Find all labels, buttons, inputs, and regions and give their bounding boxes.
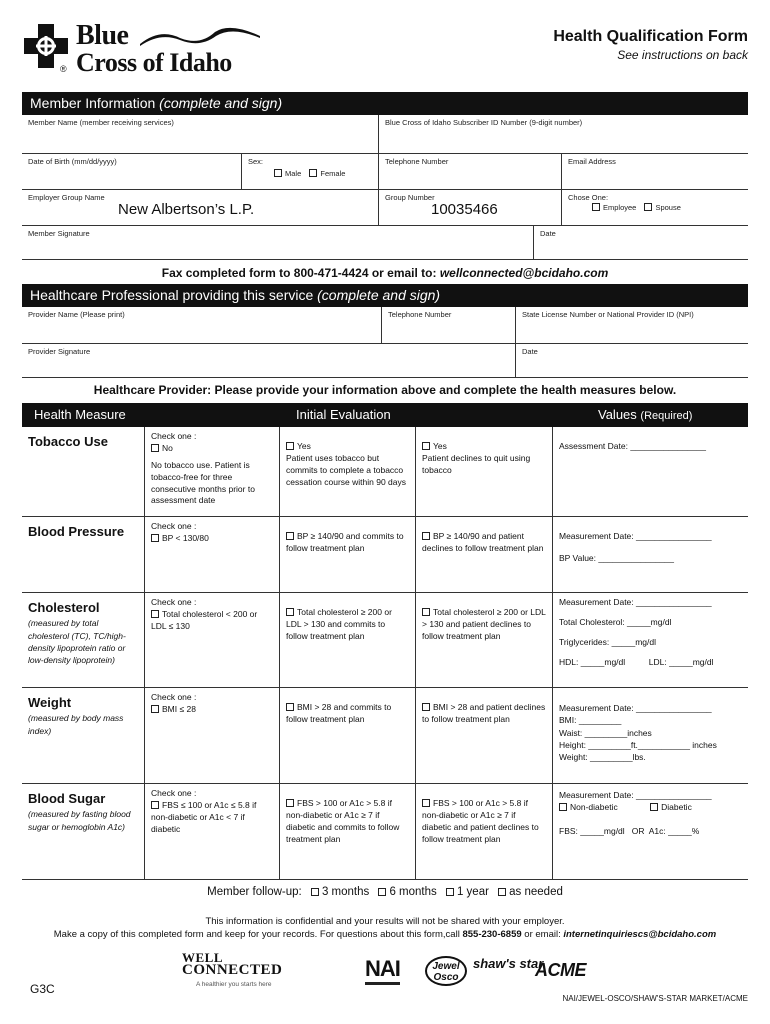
or-email-text: or email: [521, 929, 564, 940]
group-number-value: 10035466 [431, 201, 498, 218]
jewel-osco-logo: Jewel Osco [425, 956, 467, 986]
registered-mark: ® [60, 64, 67, 74]
bp-opt1: BP < 130/80 [162, 532, 209, 543]
employee-checkbox[interactable] [592, 203, 600, 211]
member-name-field[interactable] [22, 115, 379, 154]
chol-commit-checkbox[interactable] [286, 608, 294, 616]
provider-date-label: Date [522, 347, 538, 356]
followup-label: Member follow-up: [207, 886, 302, 898]
cholesterol-sub: (measured by total cholesterol (TC), TC/high-density lipoprotein ratio or low-density lipoprotein) [28, 618, 126, 666]
followup-6-months-checkbox[interactable] [378, 888, 386, 896]
chol-hdl-ldl[interactable]: HDL: _____mg/dl LDL: _____mg/dl [559, 656, 714, 667]
weight-name: Weight [28, 695, 72, 710]
non-diabetic-label: Non-diabetic [570, 801, 618, 812]
choose-one-label: Chose One: [568, 193, 609, 202]
sugar-opt3: FBS > 100 or A1c > 5.8 if non-diabetic or A1c ≥ 7 if diabetic and patient declines to follow treatment plan [422, 798, 539, 844]
sugar-decline-checkbox[interactable] [422, 799, 430, 807]
tobacco-row [22, 427, 748, 517]
well-connected-line1: WELL [182, 950, 224, 965]
diabetic-checkbox[interactable] [650, 803, 658, 811]
bp-opt2: BP ≥ 140/90 and commits to follow treatment plan [286, 531, 404, 553]
sugar-normal-checkbox[interactable] [151, 801, 159, 809]
cholesterol-row [22, 593, 748, 688]
health-table-header [22, 403, 748, 427]
followup-6-months: 6 months [389, 886, 437, 898]
weight-weight[interactable]: Weight: _________lbs. [559, 752, 646, 763]
weight-waist[interactable]: Waist: _________inches [559, 727, 652, 738]
tobacco-opt1-desc: No tobacco use. Patient is tobacco-free for three consecutive months prior to assessment date [151, 459, 255, 506]
member-telephone-label: Telephone Number [385, 157, 449, 166]
sugar-check-label: Check one : [151, 788, 197, 798]
confidential-note: This information is confidential and your results will not be shared with your employer. [205, 916, 565, 927]
weight-bmi[interactable]: BMI: _________ [559, 715, 622, 726]
sugar-opt2: FBS > 100 or A1c > 5.8 if non-diabetic or A1c ≥ 7 if diabetic and commits to follow treatment plan [286, 798, 400, 844]
weight-height[interactable]: Height: _________ft.___________ inches [559, 739, 717, 750]
sugar-measurement-date[interactable]: Measurement Date: ________________ [559, 790, 712, 800]
col-values-label: Values [598, 407, 637, 422]
help-phone[interactable]: 855-230-6859 [462, 929, 522, 940]
bp-decline-checkbox[interactable] [422, 532, 430, 540]
col-initial-evaluation: Initial Evaluation [296, 407, 391, 422]
sex-label: Sex: [248, 157, 264, 166]
member-section-header [22, 92, 748, 115]
bp-check-label: Check one : [151, 521, 197, 531]
member-signature-label: Member Signature [28, 229, 90, 238]
sex-male-checkbox[interactable] [274, 169, 282, 177]
provider-signature-label: Provider Signature [28, 347, 91, 356]
acme-logo: ACME [535, 960, 586, 980]
tobacco-name: Tobacco Use [28, 434, 108, 449]
weight-opt1: BMI ≤ 28 [162, 703, 196, 714]
chol-opt3: Total cholesterol ≥ 200 or LDL > 130 and patient declines to follow treatment plan [422, 607, 546, 641]
dob-label: Date of Birth (mm/dd/yyyy) [28, 157, 117, 166]
member-date-label: Date [540, 229, 556, 238]
weight-sub: (measured by body mass index) [28, 713, 124, 736]
well-connected-logo [182, 950, 292, 992]
weight-check-label: Check one : [151, 692, 197, 702]
provider-name-label: Provider Name (Please print) [28, 310, 125, 319]
blood-sugar-name: Blood Sugar [28, 791, 106, 806]
member-followup [22, 886, 748, 898]
tobacco-opt2-desc: Patient uses tobacco but commits to complete a tobacco cessation course within 90 days [286, 452, 407, 487]
employer-group-label: Employer Group Name [28, 193, 105, 202]
sponsor-logos [365, 956, 595, 988]
cholesterol-name: Cholesterol [28, 600, 100, 615]
chol-triglycerides[interactable]: Triglycerides: _____mg/dl [559, 636, 657, 647]
shaws-star-logo: shaw's star [473, 956, 544, 971]
sex-female-checkbox[interactable] [309, 169, 317, 177]
form-code: G3C [30, 982, 55, 996]
followup-3-months-checkbox[interactable] [311, 888, 319, 896]
weight-decline-checkbox[interactable] [422, 703, 430, 711]
logo-text-cross-of-idaho: Cross of Idaho [76, 48, 232, 77]
col-health-measure: Health Measure [34, 407, 126, 422]
member-telephone-field[interactable] [379, 154, 562, 190]
fax-text: Fax completed form to 800-471-4424 or email to: [161, 266, 440, 280]
form-title: Health Qualification Form [553, 28, 748, 45]
followup-1-year: 1 year [456, 886, 489, 898]
chol-normal-checkbox[interactable] [151, 610, 159, 618]
sex-male-label: Male [285, 169, 302, 178]
well-connected-line2: CONNECTED [182, 962, 283, 978]
provider-telephone-label: Telephone Number [388, 310, 452, 319]
bp-opt3: BP ≥ 140/90 and patient declines to follow treatment plan [422, 531, 544, 553]
sugar-commit-checkbox[interactable] [286, 799, 294, 807]
choose-one-field [562, 190, 748, 226]
provider-section-header [22, 284, 748, 307]
bp-normal-checkbox[interactable] [151, 534, 159, 542]
provider-signature-field[interactable] [22, 344, 516, 378]
employer-group-value: New Albertson’s L.P. [118, 201, 255, 218]
diabetic-label: Diabetic [661, 801, 692, 812]
form-subtitle: See instructions on back [617, 48, 748, 62]
weight-measurement-date[interactable]: Measurement Date: ________________ [559, 703, 712, 713]
dob-field[interactable] [22, 154, 242, 190]
copy-text: Make a copy of this completed form and keep for your records. For questions about this form,call [53, 929, 463, 940]
group-number-label: Group Number [385, 193, 435, 202]
tobacco-opt3: Yes [433, 441, 447, 451]
chol-check-label: Check one : [151, 597, 197, 607]
followup-as-needed: as needed [509, 886, 563, 898]
col-values-note: (Required) [640, 410, 693, 422]
spouse-checkbox[interactable] [644, 203, 652, 211]
blue-cross-logo [22, 18, 262, 80]
tobacco-check-label: Check one : [151, 431, 197, 441]
mountain-icon [140, 24, 260, 48]
member-name-label: Member Name (member receiving services) [28, 118, 174, 127]
fax-email-link[interactable]: wellconnected@bcidaho.com [439, 266, 609, 280]
chol-total[interactable]: Total Cholesterol: _____mg/dl [559, 616, 672, 627]
blood-pressure-row [22, 517, 748, 593]
weight-opt3: BMI > 28 and patient declines to follow treatment plan [422, 702, 546, 724]
provider-date-field[interactable] [516, 344, 748, 378]
logo-text-blue: Blue [76, 20, 129, 51]
followup-as-needed-checkbox[interactable] [498, 888, 506, 896]
tobacco-opt3-desc: Patient declines to quit using tobacco [422, 452, 531, 475]
help-email-link[interactable]: internetinquiriescs@bcidaho.com [563, 929, 717, 940]
sugar-fbs-a1c[interactable]: FBS: _____mg/dl OR A1c: _____% [559, 825, 700, 836]
subscriber-id-field[interactable] [379, 115, 748, 154]
license-label: State License Number or National Provider ID (NPI) [522, 310, 694, 319]
nai-logo: NAI [365, 956, 400, 985]
email-label: Email Address [568, 157, 616, 166]
followup-3-months: 3 months [321, 886, 370, 898]
employee-label: Employee [603, 203, 637, 212]
provider-name-field[interactable] [22, 307, 382, 344]
followup-1-year-checkbox[interactable] [446, 888, 454, 896]
member-section-note: (complete and sign) [159, 95, 283, 111]
tobacco-opt1: No [162, 442, 173, 453]
tobacco-yes-decline-checkbox[interactable] [422, 442, 430, 450]
provider-section-note: (complete and sign) [317, 287, 441, 303]
member-section-title: Member Information [30, 95, 156, 111]
tobacco-yes-commit-checkbox[interactable] [286, 442, 294, 450]
non-diabetic-checkbox[interactable] [559, 803, 567, 811]
chol-decline-checkbox[interactable] [422, 608, 430, 616]
sponsor-names: NAI/JEWEL-OSCO/SHAW'S-STAR MARKET/ACME [562, 994, 748, 1003]
blood-sugar-sub: (measured by fasting blood sugar or hemoglobin A1c) [28, 809, 131, 832]
col-values [598, 407, 692, 422]
employer-group-field[interactable] [22, 190, 379, 226]
well-connected-tagline: A healthier you starts here [196, 981, 272, 988]
email-field[interactable] [562, 154, 748, 190]
sugar-opt1: FBS ≤ 100 or A1c ≤ 5.8 if non-diabetic or A1c < 7 if diabetic [151, 799, 257, 834]
weight-normal-checkbox[interactable] [151, 705, 159, 713]
fax-instructions [22, 266, 748, 280]
provider-section-title: Healthcare Professional providing this service [30, 287, 314, 303]
copy-note [22, 929, 748, 940]
chol-opt2: Total cholesterol ≥ 200 or LDL > 130 and commits to follow treatment plan [286, 607, 392, 641]
blood-sugar-row [22, 784, 748, 880]
member-date-field[interactable] [534, 226, 748, 260]
tobacco-no-checkbox[interactable] [151, 444, 159, 452]
bp-value[interactable]: BP Value: ________________ [559, 552, 675, 563]
weight-commit-checkbox[interactable] [286, 703, 294, 711]
member-signature-field[interactable] [22, 226, 534, 260]
sex-field [242, 154, 379, 190]
spouse-label: Spouse [655, 203, 681, 212]
tobacco-assessment-date[interactable]: Assessment Date: ________________ [559, 441, 706, 451]
license-field[interactable] [516, 307, 748, 344]
group-number-field[interactable] [379, 190, 562, 226]
sex-female-label: Female [320, 169, 346, 178]
provider-instructions: Healthcare Provider: Please provide your information above and complete the health measures below. [93, 383, 677, 397]
chol-measurement-date[interactable]: Measurement Date: ________________ [559, 597, 712, 607]
weight-row [22, 688, 748, 784]
provider-telephone-field[interactable] [382, 307, 516, 344]
bp-measurement-date[interactable]: Measurement Date: ________________ [559, 531, 712, 541]
bp-commit-checkbox[interactable] [286, 532, 294, 540]
subscriber-id-label: Blue Cross of Idaho Subscriber ID Number (9-digit number) [385, 118, 583, 127]
chol-opt1: Total cholesterol < 200 or LDL ≤ 130 [151, 608, 258, 631]
bp-name: Blood Pressure [28, 524, 125, 539]
tobacco-opt2: Yes [297, 441, 311, 451]
weight-opt2: BMI > 28 and commits to follow treatment plan [286, 702, 392, 724]
